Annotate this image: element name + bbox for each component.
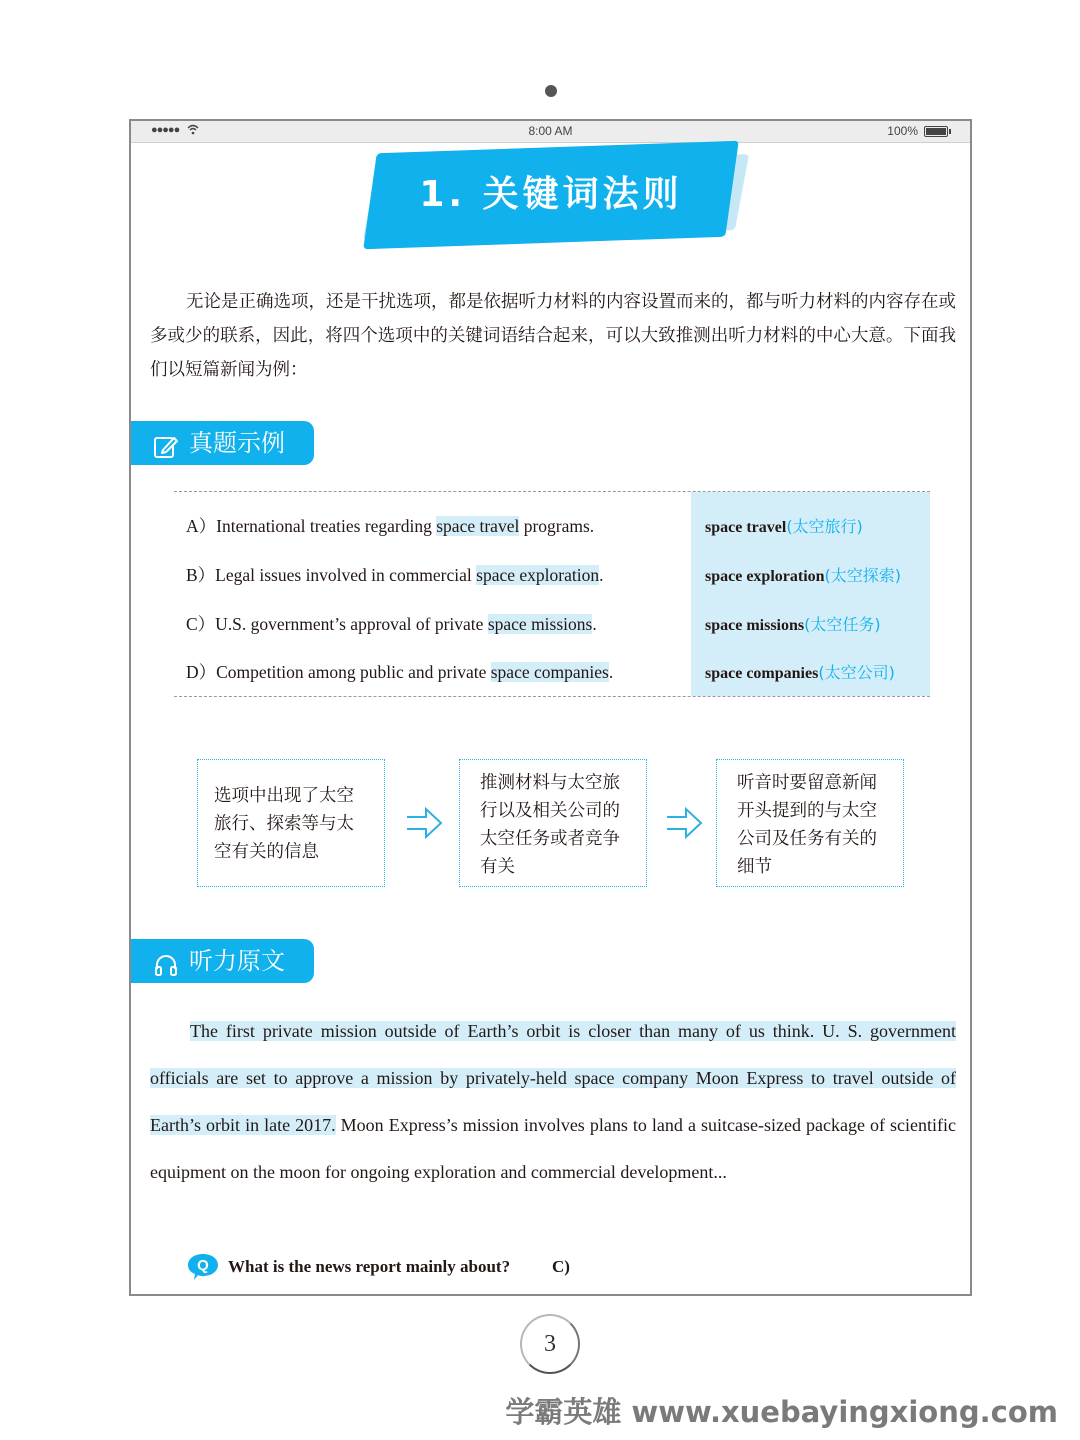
- device-screen: [129, 119, 972, 1296]
- option-a: [186, 513, 594, 538]
- option-text: .: [599, 565, 604, 585]
- keyword-en: space exploration: [705, 568, 825, 585]
- option-keyword: space travel: [436, 516, 520, 536]
- page-title: 1. 关键词法则: [419, 174, 683, 215]
- battery-percent: 100%: [887, 124, 918, 138]
- keyword-cn: (太空任务): [804, 615, 881, 634]
- option-text: .: [608, 662, 614, 682]
- flow-line: 推测材料与太空旅: [480, 773, 620, 793]
- option-text: B）Legal issues involved in commercial: [186, 565, 477, 585]
- arrow-right-icon: [404, 803, 444, 843]
- question-text: What is the news report mainly about?: [228, 1257, 511, 1276]
- keyword-cn: (太空公司): [818, 663, 895, 682]
- flow-line: 空有关的信息: [214, 842, 319, 862]
- question-answer: C): [552, 1257, 570, 1276]
- listening-transcript: [150, 1008, 956, 1196]
- keyword-row: [705, 563, 901, 586]
- flow-step-3: [716, 759, 904, 887]
- battery-icon: [924, 126, 948, 137]
- option-text: programs.: [519, 516, 595, 536]
- keyword-row: [705, 612, 881, 635]
- watermark: 学霸英雄 www.xuebayingxiong.com: [505, 1395, 1058, 1429]
- option-keyword: space companies: [490, 662, 609, 682]
- section-tab-example: [131, 421, 314, 465]
- keyword-en: space missions: [705, 617, 805, 634]
- pencil-edit-icon: [153, 430, 179, 456]
- keyword-row: [705, 660, 895, 683]
- section-tab-label: 听力原文: [189, 947, 285, 975]
- question-icon-letter: Q: [197, 1257, 209, 1274]
- keyword-cn: (太空探索): [824, 566, 902, 585]
- transcript-text: Moon Express’s mission involves plans to land a suitcase-sized package of scientific equipment on the moon for ongoing exploration and commercial development...: [150, 1115, 956, 1182]
- flow-line: 听音时要留意新闻: [737, 773, 877, 793]
- arrow-right-icon: [664, 803, 704, 843]
- option-c: [186, 611, 597, 636]
- option-text: A）International treaties regarding: [186, 516, 437, 536]
- keyword-cn: (太空旅行): [786, 517, 863, 536]
- options-table: [174, 491, 930, 697]
- flow-step-2: [459, 759, 647, 887]
- flow-line: 选项中出现了太空: [214, 786, 354, 806]
- flow-line: 开头提到的与太空: [737, 801, 877, 821]
- option-text: .: [592, 614, 597, 634]
- device-camera: [545, 85, 557, 97]
- option-keyword: space missions: [487, 614, 593, 634]
- option-b: [186, 562, 603, 587]
- status-bar: [131, 121, 970, 143]
- option-keyword: space exploration: [476, 565, 600, 585]
- flow-line: 太空任务或者竞争: [480, 829, 620, 849]
- flow-line: 旅行、探索等与太: [214, 814, 354, 834]
- headphones-icon: [153, 948, 179, 974]
- flow-line: 公司及任务有关的: [737, 829, 877, 849]
- keyword-en: space travel: [705, 519, 787, 536]
- flow-line: 细节: [737, 857, 772, 877]
- option-d: [186, 659, 613, 684]
- keyword-row: [705, 514, 863, 537]
- section-tab-label: 真题示例: [189, 429, 285, 457]
- keyword-en: space companies: [705, 665, 819, 682]
- status-time: 8:00 AM: [528, 124, 573, 138]
- option-text: C）U.S. government’s approval of private: [186, 614, 488, 634]
- intro-paragraph: 无论是正确选项，还是干扰选项，都是依据听力材料的内容设置而来的，都与听力材料的内容存在或多或少的联系，因此，将四个选项中的关键词语结合起来，可以大致推测出听力材料的中心大意。下面我们以短篇新闻为例：: [150, 292, 956, 380]
- section-tab-listening: [131, 939, 314, 983]
- flow-step-1: [197, 759, 385, 887]
- transcript-highlight: The first private mission outside of Earth’s orbit is closer than many of us think. U. S. government officials are set to approve a mission by privately-held space company Moon Express to travel outside of Earth’s orbit in late 2017.: [150, 1021, 956, 1135]
- flow-line: 行以及相关公司的: [480, 801, 620, 821]
- flow-line: 有关: [480, 857, 515, 877]
- signal-icon: ●●●●●: [151, 124, 180, 136]
- page-number: 3: [520, 1314, 580, 1374]
- option-text: D）Competition among public and private: [186, 662, 491, 682]
- question-bubble-icon: [186, 1252, 220, 1282]
